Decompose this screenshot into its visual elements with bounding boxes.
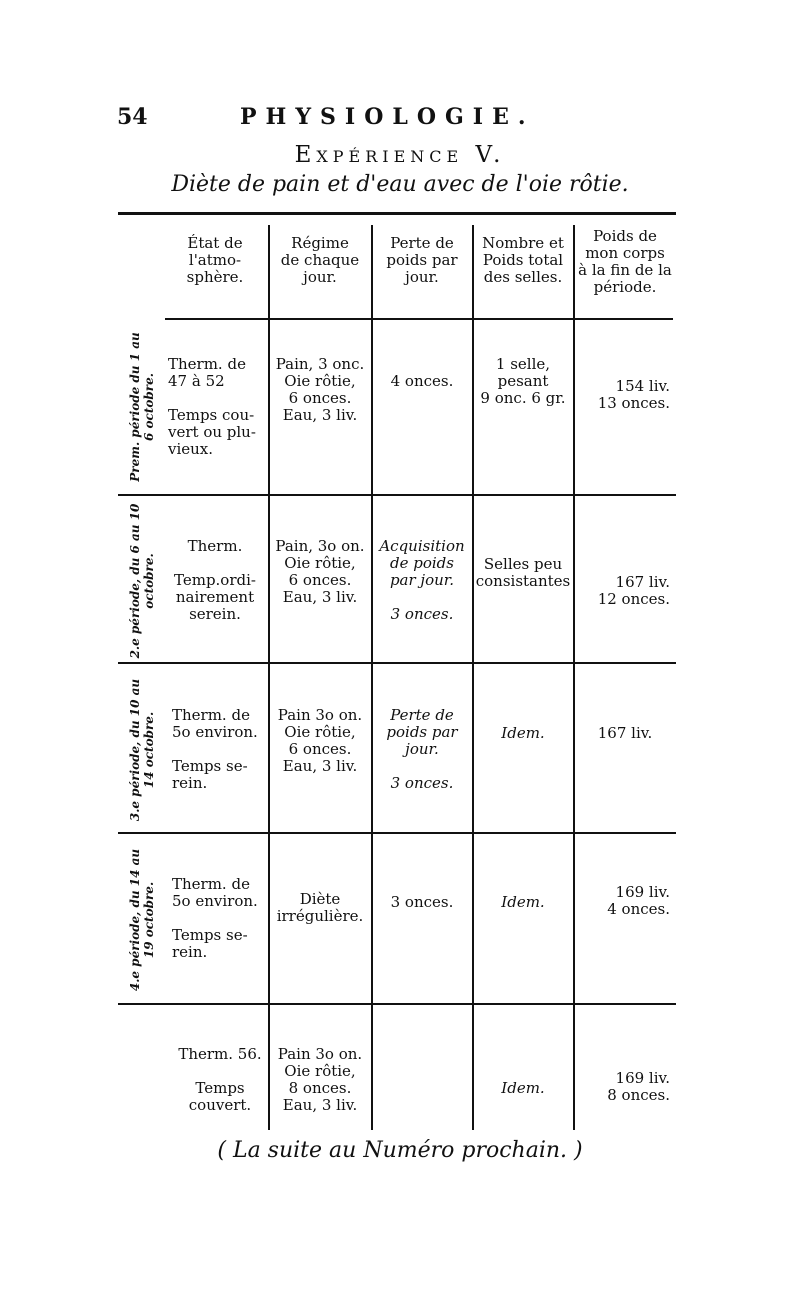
table-cell-stools: Idem. [501,893,545,911]
table-cell-atmosphere: Therm. Temp.ordi- nairement serein. [174,537,256,623]
table-cell-loss: 3 onces. [390,893,454,911]
table-cell-weight: 167 liv. [597,724,653,742]
col-header-weight: Poids de mon corps à la fin de la période. [578,227,672,296]
row-rule-1 [118,494,676,496]
row-rule-4 [118,1003,676,1005]
col-header-stools: Nombre et Poids total des selles. [482,234,564,286]
experiment-title: Expérience V. [294,142,506,168]
table-cell-regime: Pain, 3 onc. Oie rôtie, 6 onces. Eau, 3 liv. [275,355,365,424]
table-cell-stools: Idem. [501,1079,545,1097]
table-cell-stools: 1 selle, pesant 9 onc. 6 gr. [480,355,566,407]
table-cell-weight: 167 liv. 12 onces. [597,573,670,608]
row-rule-3 [118,832,676,834]
table-cell-atmosphere: Therm. de 5o environ. Temps se- rein. [172,706,258,792]
col-header-atmosphere: État de l'atmo- sphère. [186,234,244,286]
row-rule-2 [118,662,676,664]
table-cell-atmosphere: Therm. de 47 à 52 Temps cou- vert ou plu- vieux. [168,355,256,458]
page-number: 54 [117,104,148,130]
table-cell-weight: 154 liv. 13 onces. [597,377,670,412]
table-cell-loss: Acquisition de poids par jour. 3 onces. [379,537,465,623]
period-label: Prem. période du 1 au 6 octobre. [128,332,156,482]
table-cell-stools: Idem. [501,724,545,742]
table-cell-stools: Selles peu consistantes [475,555,571,590]
table-top-rule [118,212,676,215]
col-rule-2 [371,225,373,1130]
table-cell-loss: Perte de poids par jour. 3 onces. [386,706,458,792]
table-cell-atmosphere: Therm. 56. Temps couvert. [178,1045,262,1114]
table-cell-loss: 4 onces. [390,372,454,390]
period-label: 2.e période, du 6 au 10 octobre. [128,503,156,659]
period-label: 3.e période, du 10 au 14 octobre. [128,678,156,822]
col-header-loss: Perte de poids par jour. [386,234,458,286]
subtitle: Diète de pain et d'eau avec de l'oie rôtie. [171,172,629,197]
running-head: PHYSIOLOGIE. [240,104,535,130]
continuation-note: ( La suite au Numéro prochain. ) [217,1138,583,1163]
col-rule-4 [573,225,575,1130]
col-header-regime: Régime de chaque jour. [280,234,360,286]
table-cell-weight: 169 liv. 8 onces. [607,1069,670,1104]
table-cell-regime: Diète irrégulière. [276,890,364,925]
period-label: 4.e période, du 14 au 19 octobre. [128,848,156,992]
table-cell-regime: Pain 3o on. Oie rôtie, 6 onces. Eau, 3 liv. [277,706,363,775]
table-cell-weight: 169 liv. 4 onces. [607,883,670,918]
table-cell-atmosphere: Therm. de 5o environ. Temps se- rein. [172,875,258,961]
header-rule [165,318,673,320]
table-cell-regime: Pain, 3o on. Oie rôtie, 6 onces. Eau, 3 liv. [275,537,365,606]
table-cell-regime: Pain 3o on. Oie rôtie, 8 onces. Eau, 3 liv. [277,1045,363,1114]
